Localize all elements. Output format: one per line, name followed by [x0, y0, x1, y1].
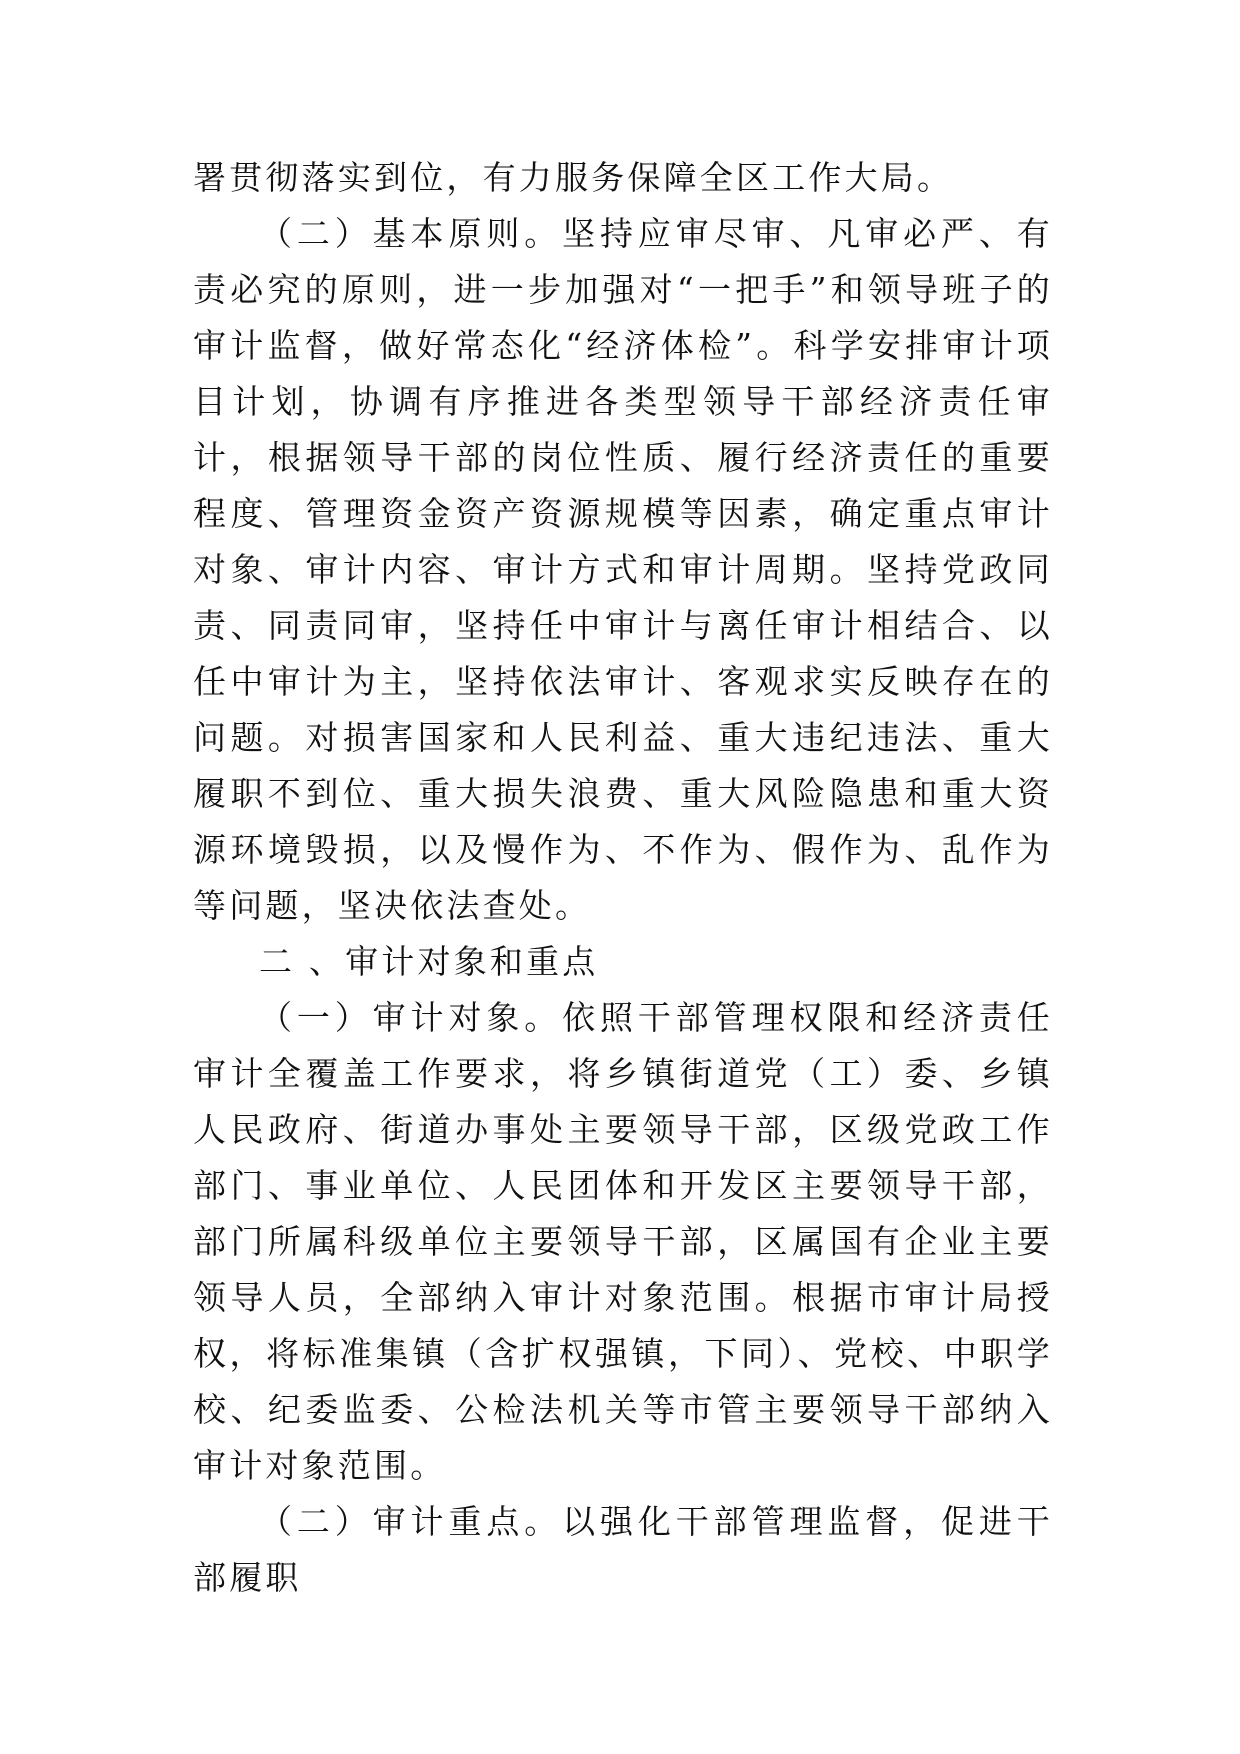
paragraph-audit-targets: （一）审计对象。依照干部管理权限和经济责任审计全覆盖工作要求，将乡镇街道党（工）委、乡镇人民政府、街道办事处主要领导干部，区级党政工作部门、事业单位、人民团体和开发区主要领导干部，部门所属科级单位主要领导干部，区属国有企业主要领导人员，全部纳入审计对象范围。根据市审计局授权，将标准集镇（含扩权强镇，下同）、党校、中职学校、纪委监委、公检法机关等市管主要领导干部纳入审计对象范围。 [193, 998, 1053, 1485]
section-heading-audit-targets: 二 、审计对象和重点 [259, 942, 599, 981]
paragraph-continuation: 署贯彻落实到位，有力服务保障全区工作大局。 [193, 158, 954, 197]
paragraph-basic-principles: （二）基本原则。坚持应审尽审、凡审必严、有责必究的原则，进一步加强对“一把手”和领导班子的审计监督，做好常态化“经济体检”。科学安排审计项目计划，协调有序推进各类型领导干部经济责任审计，根据领导干部的岗位性质、履行经济责任的重要程度、管理资金资产资源规模等因素，确定重点审计对象、审计内容、审计方式和审计周期。坚持党政同责、同责同审，坚持任中审计与离任审计相结合、以任中审计为主，坚持依法审计、客观求实反映存在的问题。对损害国家和人民利益、重大违纪违法、重大履职不到位、重大损失浪费、重大风险隐患和重大资源环境毁损，以及慢作为、不作为、假作为、乱作为等问题，坚决依法查处。 [193, 214, 1053, 925]
document-body [193, 150, 1053, 1606]
paragraph-audit-focus: （二）审计重点。以强化干部管理监督，促进干部履职 [193, 1502, 1053, 1597]
